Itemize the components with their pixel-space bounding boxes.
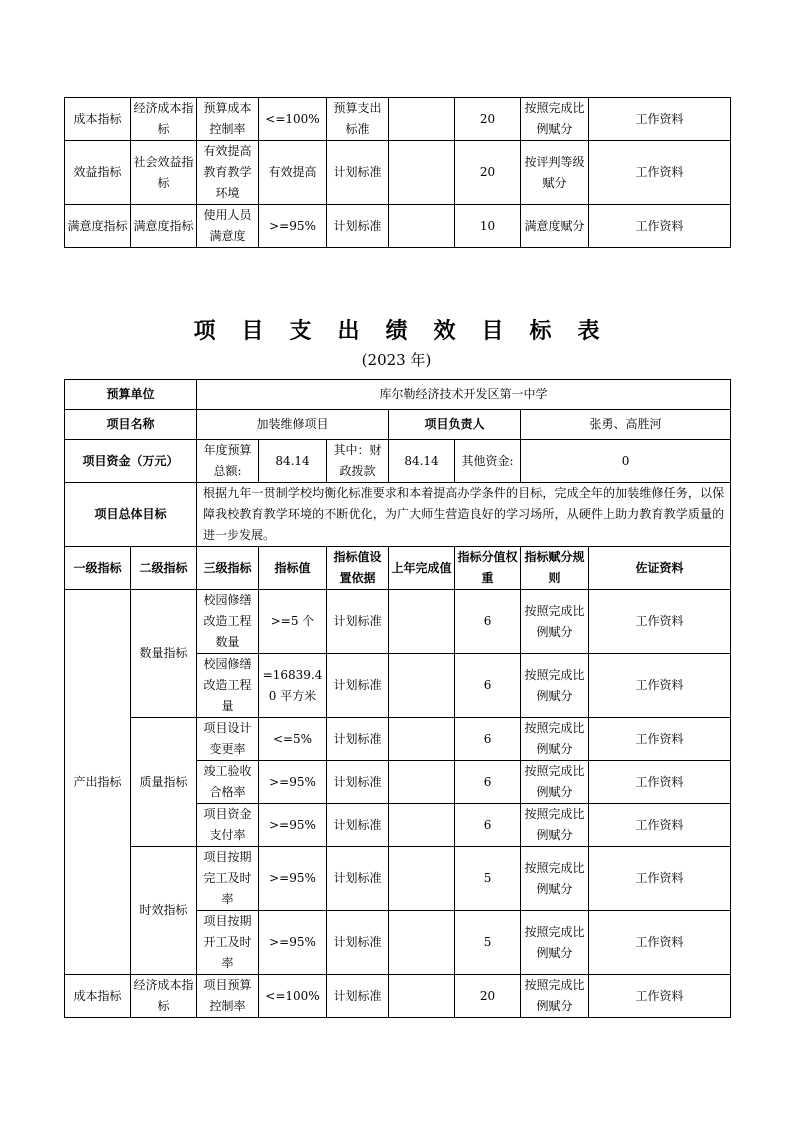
cell: <=100% [259, 98, 327, 141]
cell: 有效提高 [259, 141, 327, 205]
other-funds-value: 0 [521, 440, 731, 483]
column-header: 指标分值权重 [455, 547, 521, 590]
cell: 项目预算控制率 [197, 975, 259, 1018]
cell [389, 761, 455, 804]
cell: >=95% [259, 911, 327, 975]
cell: >=95% [259, 847, 327, 911]
cell: 按照完成比例赋分 [521, 654, 589, 718]
cell: 按评判等级赋分 [521, 141, 589, 205]
table-header-row [65, 547, 731, 590]
cell: =16839.40 平方米 [259, 654, 327, 718]
cell: 按照完成比例赋分 [521, 98, 589, 141]
cell: 项目设计变更率 [197, 718, 259, 761]
cell: 按照完成比例赋分 [521, 804, 589, 847]
cell: 使用人员满意度 [197, 205, 259, 248]
cell: >=95% [259, 761, 327, 804]
cell: <=5% [259, 718, 327, 761]
cell: 工作资料 [589, 590, 731, 654]
fiscal-value: 84.14 [389, 440, 455, 483]
cell: 预算成本控制率 [197, 98, 259, 141]
cell: 20 [455, 141, 521, 205]
cell: 工作资料 [589, 205, 731, 248]
cell: 6 [455, 718, 521, 761]
table-row [65, 718, 731, 761]
cell [389, 654, 455, 718]
table-row [65, 590, 731, 654]
cell: 按照完成比例赋分 [521, 761, 589, 804]
cell: 工作资料 [589, 654, 731, 718]
column-header: 三级指标 [197, 547, 259, 590]
cell: 项目按期完工及时率 [197, 847, 259, 911]
cell: 5 [455, 911, 521, 975]
fiscal-label: 其中：财政拨款 [327, 440, 389, 483]
cell [389, 205, 455, 248]
cell [389, 911, 455, 975]
cell: 有效提高教育教学环境 [197, 141, 259, 205]
cell: 6 [455, 654, 521, 718]
cell: 10 [455, 205, 521, 248]
performance-target-table [64, 379, 731, 1018]
cell: 项目按期开工及时率 [197, 911, 259, 975]
cell: 工作资料 [589, 761, 731, 804]
table-row [65, 98, 731, 141]
cell: 成本指标 [65, 98, 131, 141]
cell: 5 [455, 847, 521, 911]
column-header: 二级指标 [131, 547, 197, 590]
table-row [65, 440, 731, 483]
cell: 6 [455, 804, 521, 847]
table-row [65, 205, 731, 248]
cell: 校园修缮改造工程量 [197, 654, 259, 718]
quantity-indicator-label: 数量指标 [131, 590, 197, 718]
other-funds-label: 其他资金: [455, 440, 521, 483]
cell: 工作资料 [589, 98, 731, 141]
cell [389, 141, 455, 205]
overall-goal-text: 根据九年一贯制学校均衡化标准要求和本着提高办学条件的目标，完成全年的加装维修任务，以保障我校教育教学环境的不断优化，为广大师生营造良好的学习场所，从硬件上助力教育教学质量的进一步发展。 [197, 483, 731, 547]
column-header: 佐证资料 [589, 547, 731, 590]
quality-indicator-label: 质量指标 [131, 718, 197, 847]
cell [389, 847, 455, 911]
cell: 计划标准 [327, 718, 389, 761]
cell: 工作资料 [589, 718, 731, 761]
cell: 工作资料 [589, 141, 731, 205]
column-header: 指标值设置依据 [327, 547, 389, 590]
cell: 经济成本指标 [131, 98, 197, 141]
overall-goal-label: 项目总体目标 [65, 483, 197, 547]
cell [389, 590, 455, 654]
column-header: 指标值 [259, 547, 327, 590]
cell: 6 [455, 761, 521, 804]
cell: >=95% [259, 205, 327, 248]
table-row [65, 380, 731, 410]
cell: 按照完成比例赋分 [521, 590, 589, 654]
cell: 计划标准 [327, 654, 389, 718]
output-indicator-label: 产出指标 [65, 590, 131, 975]
cell: 计划标准 [327, 761, 389, 804]
cell: 工作资料 [589, 804, 731, 847]
cell: 项目资金支付率 [197, 804, 259, 847]
table-row [65, 847, 731, 911]
cell: 按照完成比例赋分 [521, 911, 589, 975]
cell: 按照完成比例赋分 [521, 718, 589, 761]
project-funds-label: 项目资金（万元） [65, 440, 197, 483]
cell [389, 804, 455, 847]
cell: 按照完成比例赋分 [521, 975, 589, 1018]
column-header: 上年完成值 [389, 547, 455, 590]
cell: 竣工验收合格率 [197, 761, 259, 804]
cell: 20 [455, 975, 521, 1018]
project-name-value: 加装维修项目 [197, 410, 389, 440]
cell: 计划标准 [327, 804, 389, 847]
cell: 社会效益指标 [131, 141, 197, 205]
cell: 工作资料 [589, 847, 731, 911]
table-row [65, 141, 731, 205]
cell: 计划标准 [327, 205, 389, 248]
continued-indicator-table [64, 97, 731, 248]
cell: 满意度指标 [65, 205, 131, 248]
cell: <=100% [259, 975, 327, 1018]
cell: 6 [455, 590, 521, 654]
budget-unit-label: 预算单位 [65, 380, 197, 410]
cell: 计划标准 [327, 911, 389, 975]
cell: 满意度赋分 [521, 205, 589, 248]
cell: 工作资料 [589, 911, 731, 975]
cell: 计划标准 [327, 847, 389, 911]
project-leader-value: 张勇、高胜河 [521, 410, 731, 440]
cell: 成本指标 [65, 975, 131, 1018]
timeliness-indicator-label: 时效指标 [131, 847, 197, 975]
cell [389, 718, 455, 761]
cell: 按照完成比例赋分 [521, 847, 589, 911]
cell: 经济成本指标 [131, 975, 197, 1018]
table-row [65, 410, 731, 440]
year-subtitle: (2023 年) [361, 351, 432, 369]
cell: 20 [455, 98, 521, 141]
cell: 预算支出标准 [327, 98, 389, 141]
table-row [65, 975, 731, 1018]
cell: >=95% [259, 804, 327, 847]
column-header: 一级指标 [65, 547, 131, 590]
annual-budget-value: 84.14 [259, 440, 327, 483]
cell [389, 98, 455, 141]
column-header: 指标赋分规则 [521, 547, 589, 590]
cell: 计划标准 [327, 141, 389, 205]
cell: >=5 个 [259, 590, 327, 654]
project-leader-label: 项目负责人 [389, 410, 521, 440]
cell: 校园修缮改造工程数量 [197, 590, 259, 654]
annual-budget-label: 年度预算总额: [197, 440, 259, 483]
cell: 效益指标 [65, 141, 131, 205]
project-name-label: 项目名称 [65, 410, 197, 440]
cell: 满意度指标 [131, 205, 197, 248]
page-title: 项目支出绩效目标表 [193, 319, 626, 344]
cell: 计划标准 [327, 590, 389, 654]
cell: 计划标准 [327, 975, 389, 1018]
table-row [65, 483, 731, 547]
budget-unit-value: 库尔勒经济技术开发区第一中学 [197, 380, 731, 410]
cell: 工作资料 [589, 975, 731, 1018]
cell [389, 975, 455, 1018]
